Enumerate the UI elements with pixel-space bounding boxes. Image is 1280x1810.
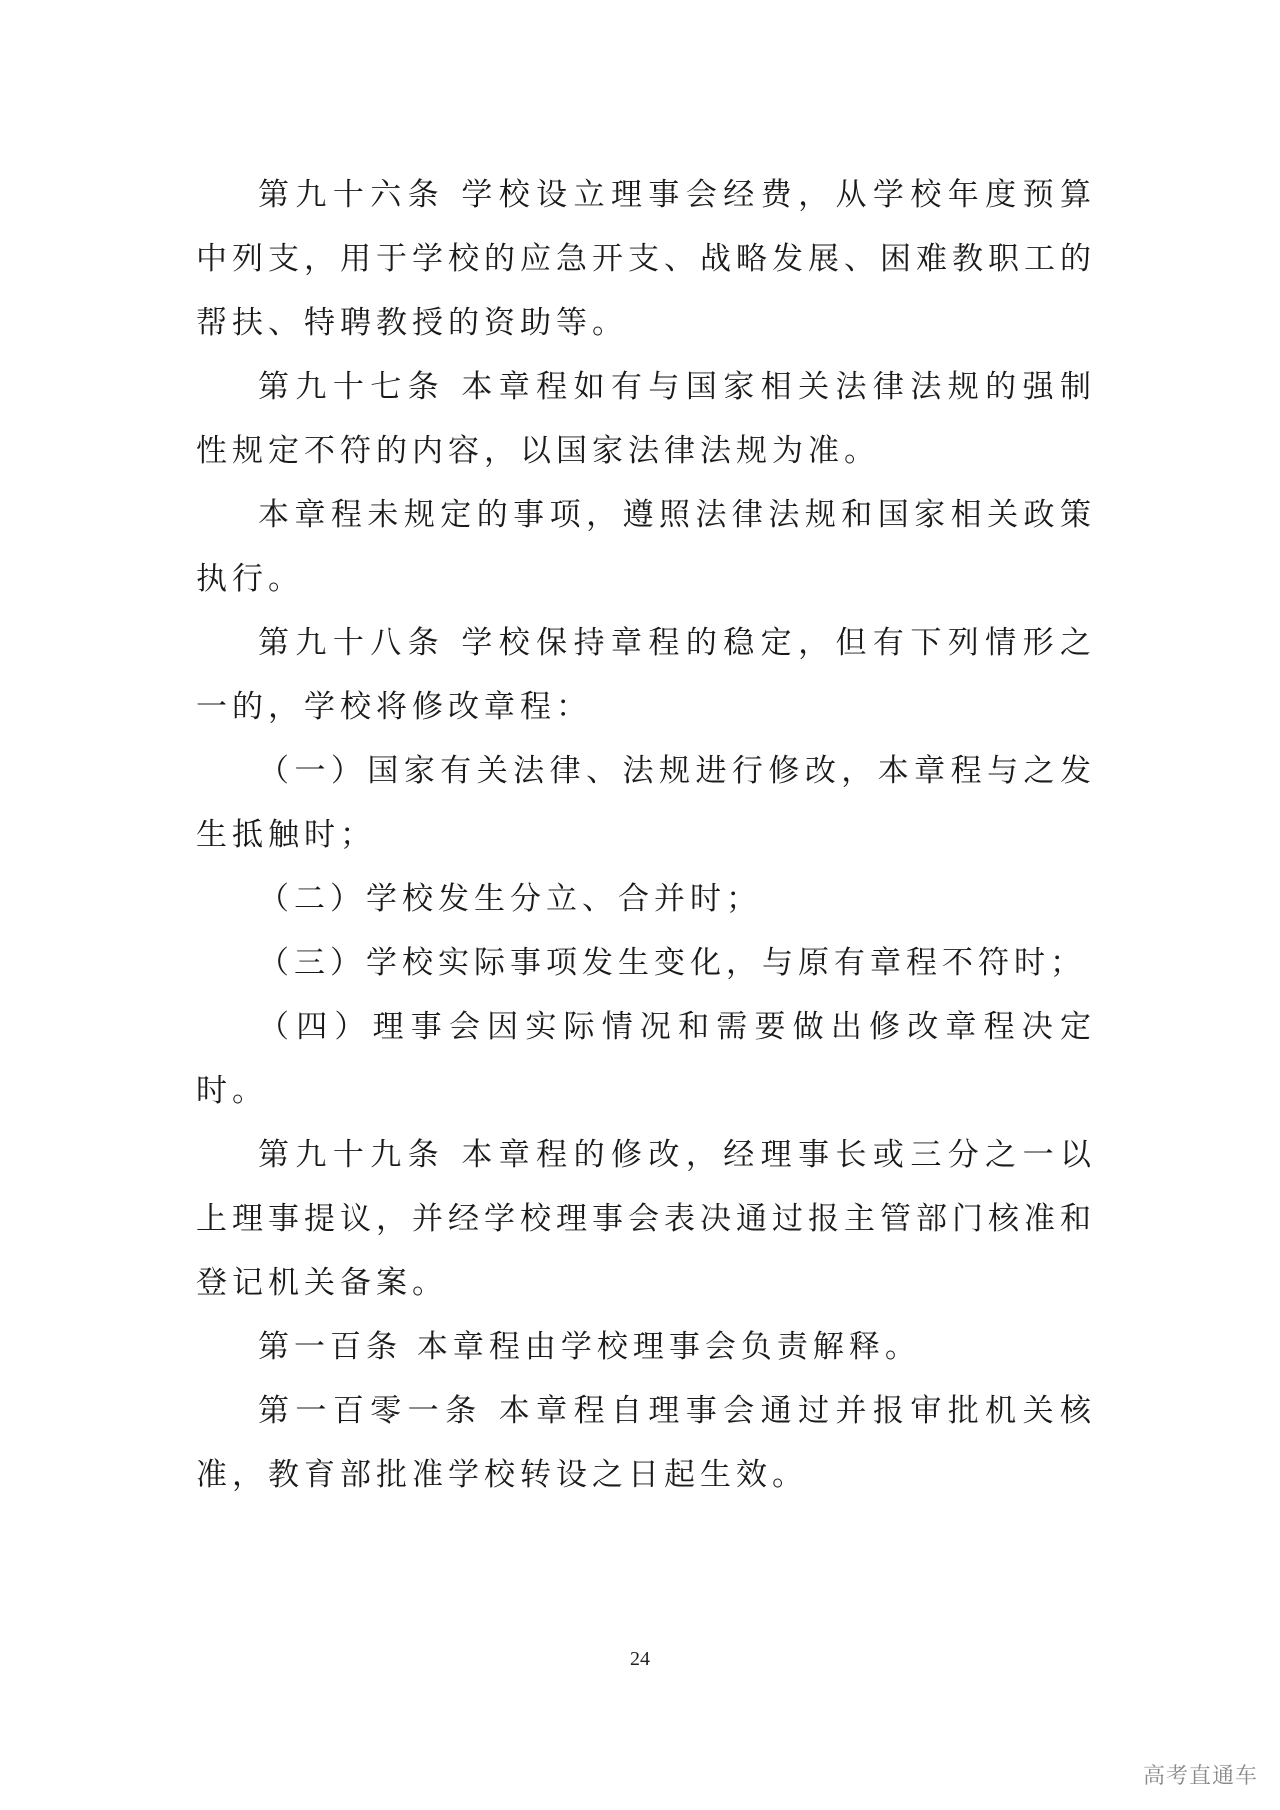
article-98-item-2: （二）学校发生分立、合并时；: [258, 881, 762, 917]
article-97: 第九十七条 本章程如有与国家相关法律法规的强制性规定不符的内容，以国家法律法规为准。: [196, 369, 1096, 469]
watermark-text: 高考直通车: [1142, 1764, 1258, 1789]
article-98-item-4: （四）理事会因实际情况和需要做出修改章程决定时。: [196, 1009, 1096, 1109]
article-97-supplement: 本章程未规定的事项，遵照法律法规和国家相关政策执行。: [196, 497, 1096, 597]
article-100: 第一百条 本章程由学校理事会负责解释。: [258, 1329, 921, 1365]
article-98: 第九十八条 学校保持章程的稳定，但有下列情形之一的，学校将修改章程：: [196, 625, 1096, 725]
article-96: 第九十六条 学校设立理事会经费，从学校年度预算中列支，用于学校的应急开支、战略发展、困难教职工的帮扶、特聘教授的资助等。: [196, 177, 1096, 341]
page-number: 24: [630, 1648, 650, 1670]
article-98-item-1: （一）国家有关法律、法规进行修改，本章程与之发生抵触时；: [196, 753, 1096, 853]
article-101: 第一百零一条 本章程自理事会通过并报审批机关核准，教育部批准学校转设之日起生效。: [196, 1393, 1096, 1493]
article-99: 第九十九条 本章程的修改，经理事长或三分之一以上理事提议，并经学校理事会表决通过报主管部门核准和登记机关备案。: [196, 1137, 1096, 1301]
document-body: [196, 163, 1096, 1507]
article-98-item-3: （三）学校实际事项发生变化，与原有章程不符时；: [258, 945, 1086, 981]
